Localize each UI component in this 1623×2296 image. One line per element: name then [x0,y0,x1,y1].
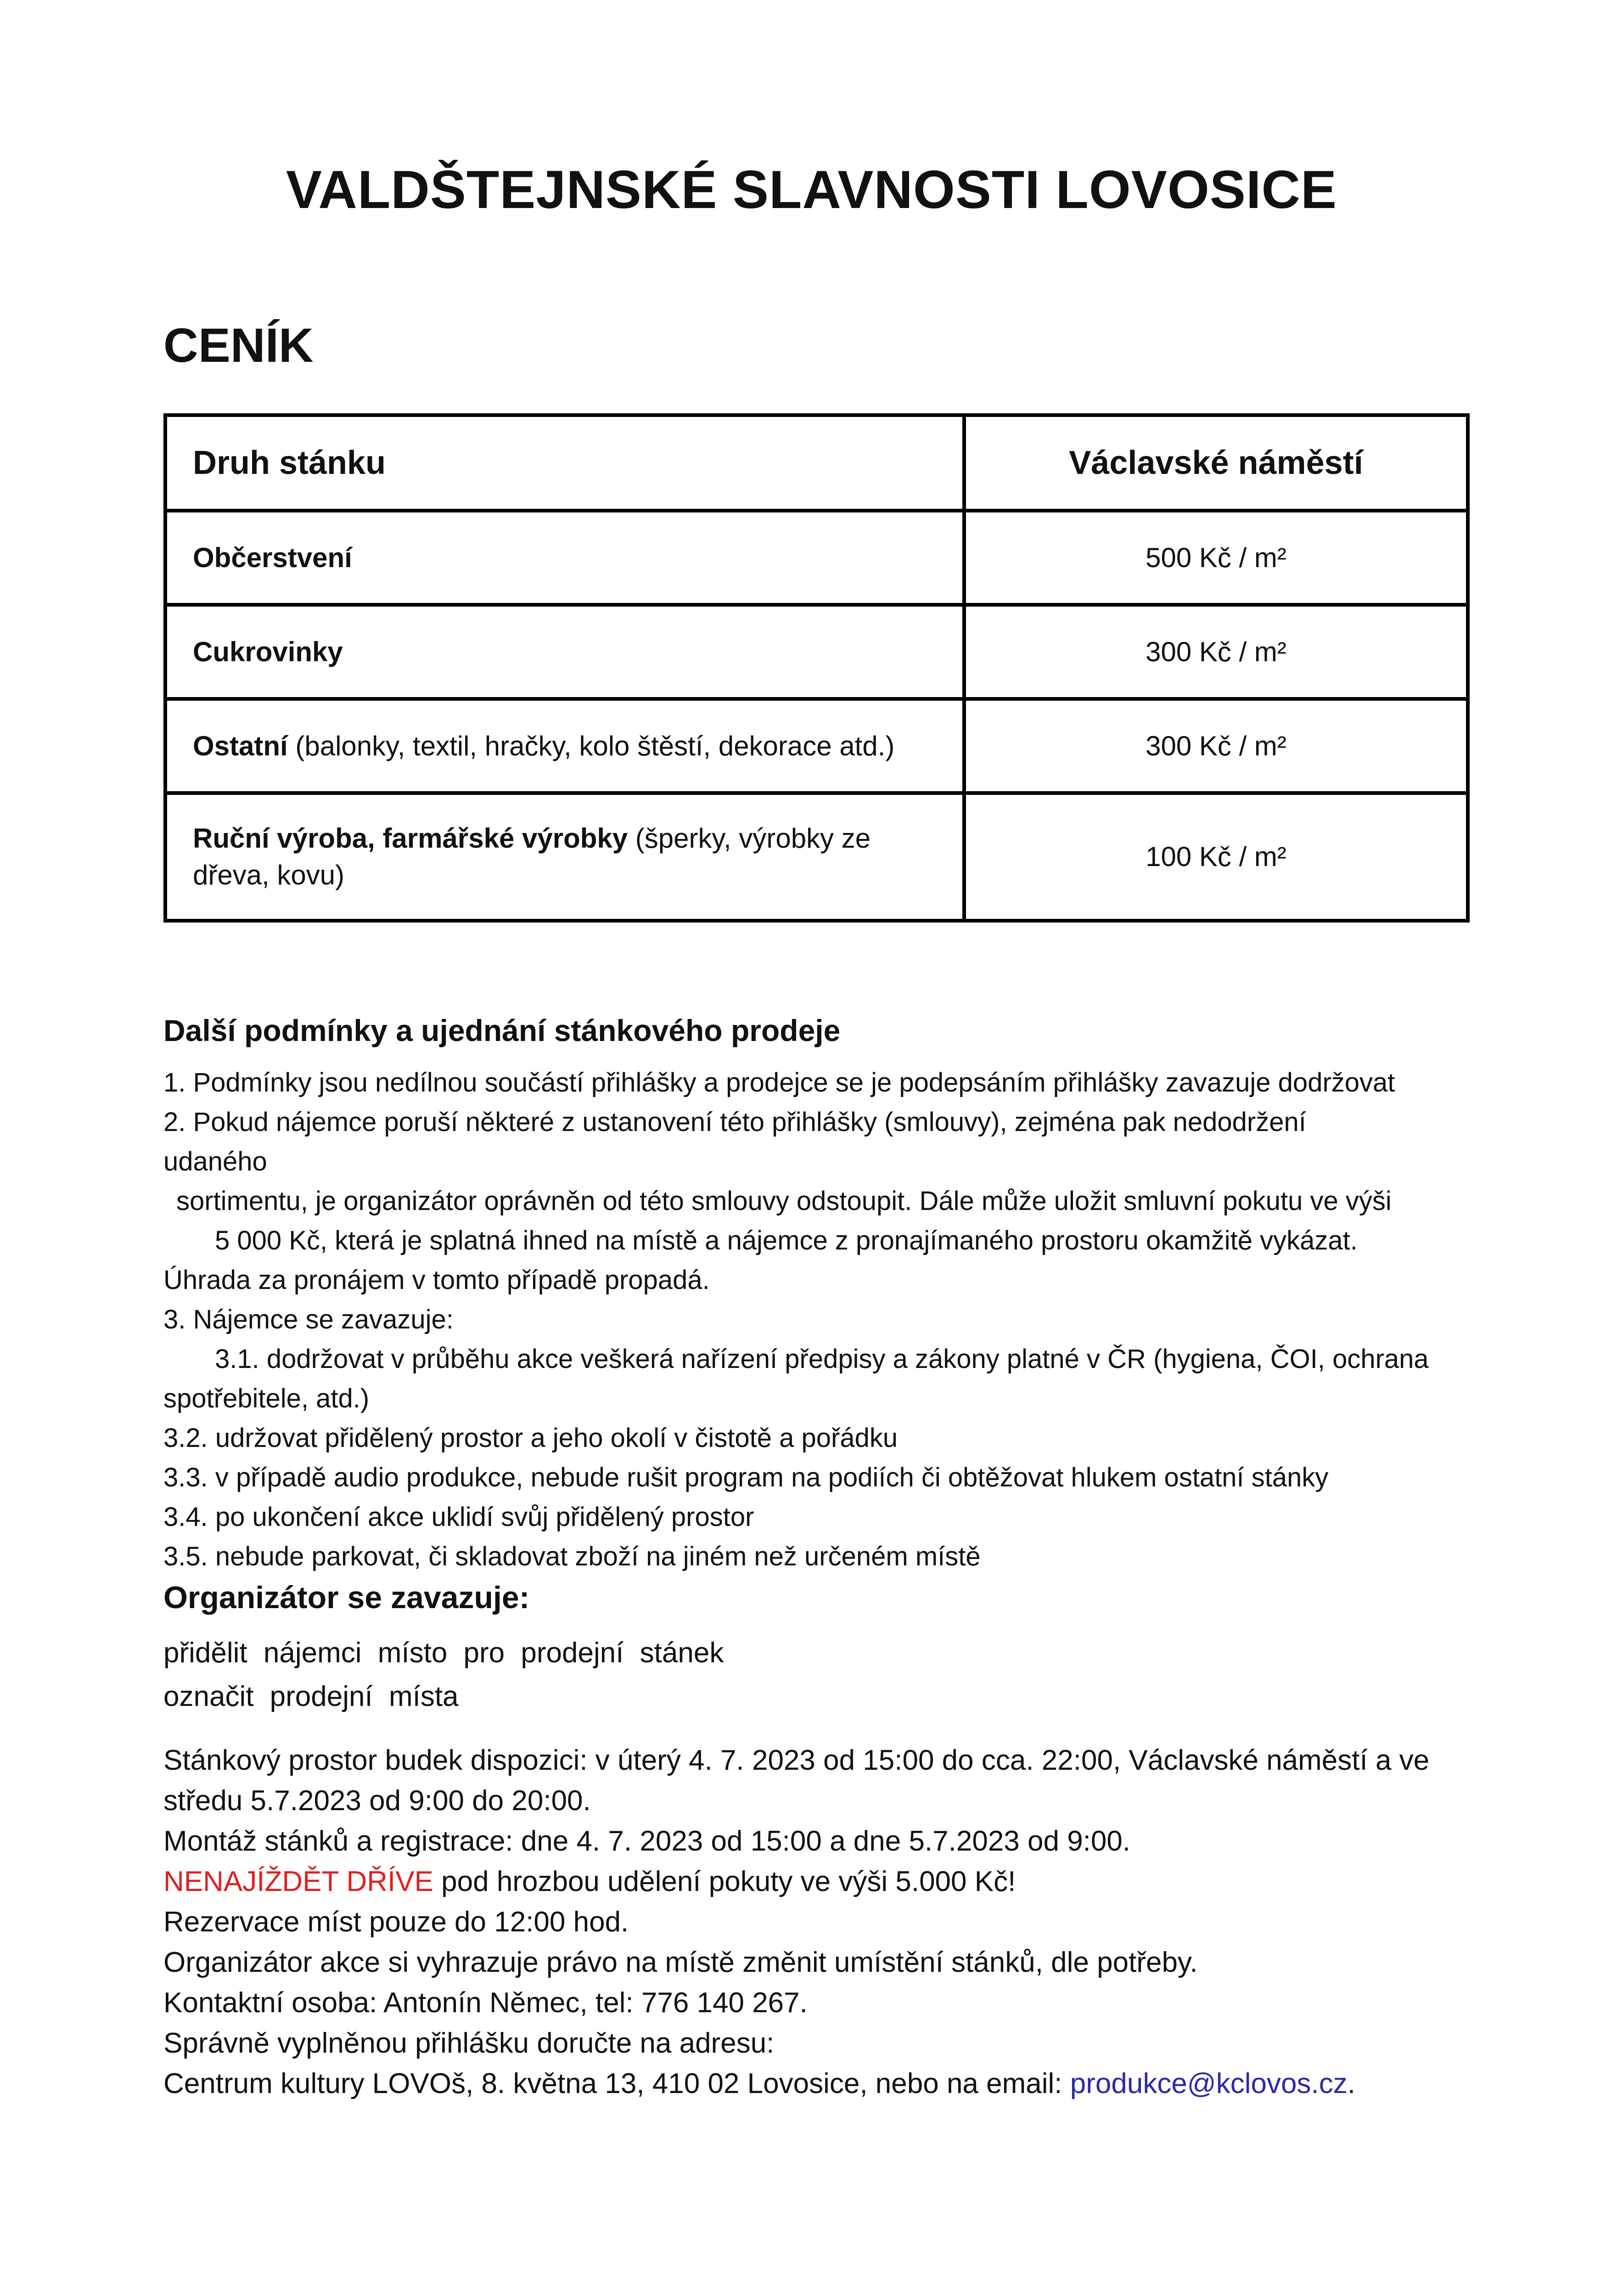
condition-line: sortimentu, je organizátor oprávněn od této smlouvy odstoupit. Dále může uložit smluvní pokutu ve výši [176,1186,1392,1216]
conditions-heading: Další podmínky a ujednání stánkového prodeje [163,1013,841,1047]
info-line: Organizátor akce si vyhrazuje právo na místě změnit umístění stánků, dle potřeby. [163,1947,1198,1978]
stall-type-desc: (šperky, výrobky ze dřeva, kovu) [193,823,871,890]
condition-line: 3. Nájemce se zavazuje: [163,1305,454,1334]
info-line: středu 5.7.2023 od 9:00 do 20:00. [163,1785,591,1817]
price-cell: 300 Kč / m² [964,699,1468,793]
condition-line: 2. Pokud nájemce poruší některé z ustanovení této přihlášky (smlouvy), zejména pak nedodržení [163,1107,1306,1137]
info-line: Stánkový prostor budek dispozici: v úterý 4. 7. 2023 od 15:00 do cca. 22:00, Václavské náměstí a ve [163,1745,1430,1776]
warning-rest: pod hrozbou udělení pokuty ve výši 5.000 Kč! [433,1866,1016,1897]
warning-text: NENAJÍŽDĚT DŘÍVE [163,1866,433,1897]
stall-type-name: Ruční výroba, farmářské výrobky [193,823,628,854]
stall-type-name: Občerstvení [193,542,352,573]
condition-line: 3.1. dodržovat v průběhu akce veškerá nařízení předpisy a zákony platné v ČR (hygiena, ČOI, ochrana [215,1344,1429,1374]
stall-type-cell [165,605,964,699]
info-block [163,1740,1477,2104]
condition-line: udaného [163,1147,267,1176]
info-line: Montáž stánků a registrace: dne 4. 7. 2023 od 15:00 a dne 5.7.2023 od 9:00. [163,1825,1131,1857]
header-location: Václavské náměstí [964,415,1468,511]
warning-line [163,1862,1477,1902]
address-end: . [1347,2068,1355,2099]
organizer-heading: Organizátor se zavazuje: [163,1580,530,1615]
organizer-line: označit prodejní místa [163,1681,459,1712]
table-row [165,699,1468,793]
price-cell: 300 Kč / m² [964,605,1468,699]
stall-type-cell [165,511,964,605]
page-title: VALDŠTEJNSKÉ SLAVNOSTI LOVOSICE [286,159,1337,219]
stall-type-desc: (balonky, textil, hračky, kolo štěstí, dekorace atd.) [287,731,895,761]
table-row [165,605,1468,699]
table-row [165,511,1468,605]
condition-line: 3.5. nebude parkovat, či skladovat zboží na jiném než určeném místě [163,1542,981,1571]
organizer-line: přidělit nájemci místo pro prodejní stánek [163,1637,724,1669]
condition-line: 3.2. udržovat přidělený prostor a jeho okolí v čistotě a pořádku [163,1423,898,1453]
info-line: Rezervace míst pouze do 12:00 hod. [163,1906,629,1938]
price-cell: 500 Kč / m² [964,511,1468,605]
stall-type-name: Ostatní [193,731,288,761]
condition-line: 3.3. v případě audio produkce, nebude rušit program na podiích či obtěžovat hlukem ostatní stánky [163,1463,1329,1492]
condition-line: 1. Podmínky jsou nedílnou součástí přihlášky a prodejce se je podepsáním přihlášky zavazuje dodržovat [163,1068,1395,1097]
price-table [163,413,1470,923]
stall-type-cell [165,699,964,793]
price-list-heading: CENÍK [163,319,314,372]
header-stall-type: Druh stánku [165,415,964,511]
table-row [165,793,1468,921]
organizer-list [163,1631,724,1718]
condition-line: 5 000 Kč, která je splatná ihned na místě a nájemce z pronajímaného prostoru okamžitě vykázat. [215,1226,1358,1255]
price-cell: 100 Kč / m² [964,793,1468,921]
info-line: Kontaktní osoba: Antonín Němec, tel: 776 140 267. [163,1987,808,2019]
address-line [163,2064,1477,2104]
address-text: Centrum kultury LOVOš, 8. května 13, 410 02 Lovosice, nebo na email: [163,2068,1070,2099]
email-link[interactable]: produkce@kclovos.cz [1070,2068,1348,2099]
price-table-header [165,415,1468,511]
condition-line: Úhrada za pronájem v tomto případě propadá. [163,1265,710,1295]
stall-type-cell [165,793,964,921]
info-line: Správně vyplněnou přihlášku doručte na adresu: [163,2027,775,2059]
condition-line: spotřebitele, atd.) [163,1384,370,1413]
condition-line: 3.4. po ukončení akce uklidí svůj přidělený prostor [163,1502,754,1532]
stall-type-name: Cukrovinky [193,636,343,667]
conditions-list [163,1063,1477,1576]
